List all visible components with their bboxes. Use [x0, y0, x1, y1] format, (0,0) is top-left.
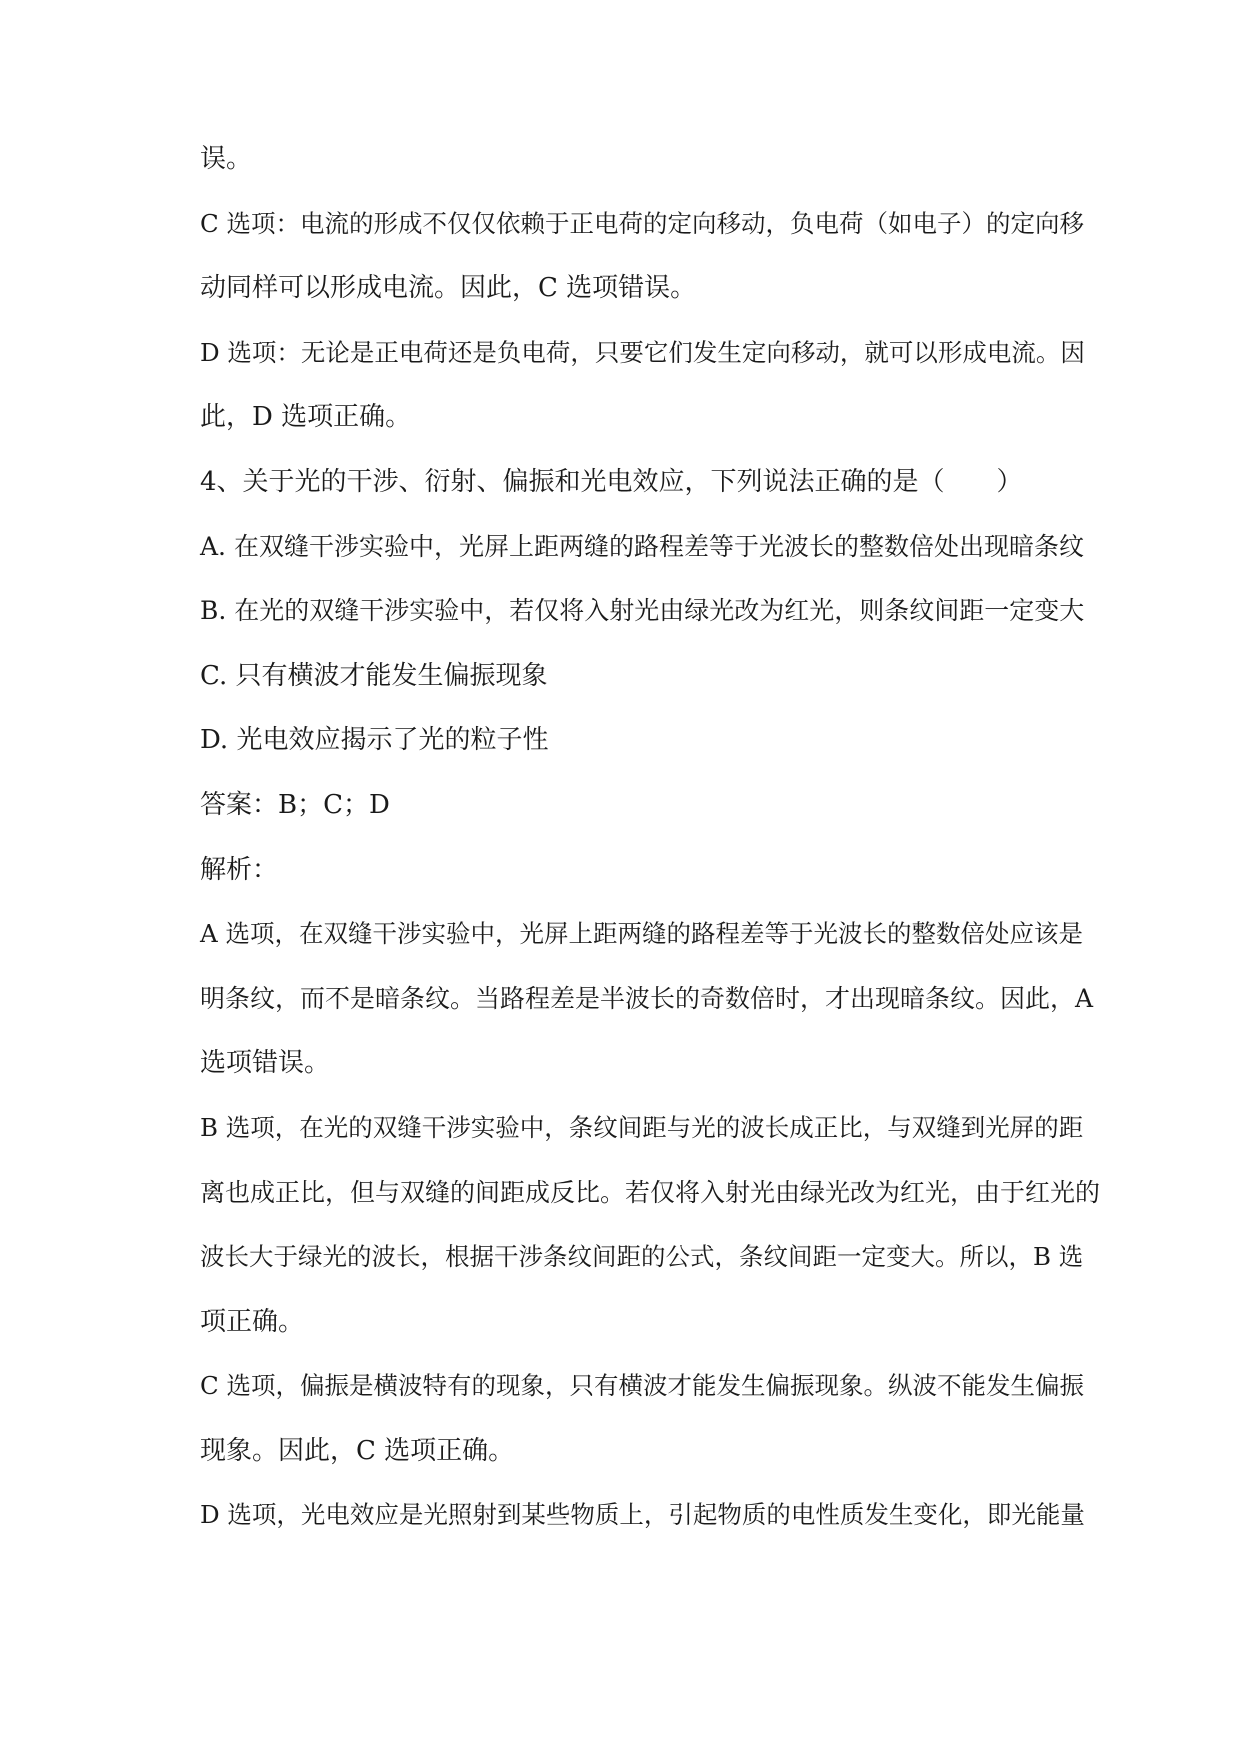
text-line: 选项错误。 [200, 1048, 331, 1079]
text-line: 动同样可以形成电流。因此，C 选项错误。 [200, 273, 697, 304]
text-line: 此，D 选项正确。 [200, 402, 412, 433]
option-d: D. 光电效应揭示了光的粒子性 [200, 725, 549, 756]
text-line: 明条纹，而不是暗条纹。当路程差是半波长的奇数倍时，才出现暗条纹。因此，A [200, 983, 1094, 1013]
text-line: 波长大于绿光的波长，根据干涉条纹间距的公式，条纹间距一定变大。所以，B 选 [200, 1242, 1084, 1272]
option-a: A. 在双缝干涉实验中，光屏上距两缝的路程差等于光波长的整数倍处出现暗条纹 [200, 531, 1084, 561]
text-line: 误。 [200, 144, 253, 174]
text-line: A 选项，在双缝干涉实验中，光屏上距两缝的路程差等于光波长的整数倍处应该是 [200, 919, 1083, 949]
text-line: 离也成正比，但与双缝的间距成反比。若仅将入射光由绿光改为红光，由于红光的 [200, 1177, 1101, 1207]
text-line: D 选项：无论是正电荷还是负电荷，只要它们发生定向移动，就可以形成电流。因 [200, 337, 1085, 367]
text-line: B 选项，在光的双缝干涉实验中，条纹间距与光的波长成正比，与双缝到光屏的距 [200, 1112, 1084, 1142]
text-line: 项正确。 [200, 1306, 305, 1337]
text-line: 现象。因此，C 选项正确。 [200, 1435, 515, 1466]
text-line: C 选项，偏振是横波特有的现象，只有横波才能发生偏振现象。纵波不能发生偏振 [200, 1371, 1085, 1401]
analysis-heading: 解析： [200, 854, 279, 885]
question-stem: 4、关于光的干涉、衍射、偏振和光电效应，下列说法正确的是（ ） [200, 466, 1023, 497]
option-c: C. 只有横波才能发生偏振现象 [200, 660, 548, 691]
text-line: C 选项：电流的形成不仅仅依赖于正电荷的定向移动，负电荷（如电子）的定向移 [200, 208, 1085, 238]
option-b: B. 在光的双缝干涉实验中，若仅将入射光由绿光改为红光，则条纹间距一定变大 [200, 596, 1085, 626]
text-line: D 选项，光电效应是光照射到某些物质上，引起物质的电性质发生变化，即光能量 [200, 1500, 1085, 1530]
answer-line: 答案：B；C；D [200, 789, 390, 820]
document-body [200, 142, 1101, 1563]
